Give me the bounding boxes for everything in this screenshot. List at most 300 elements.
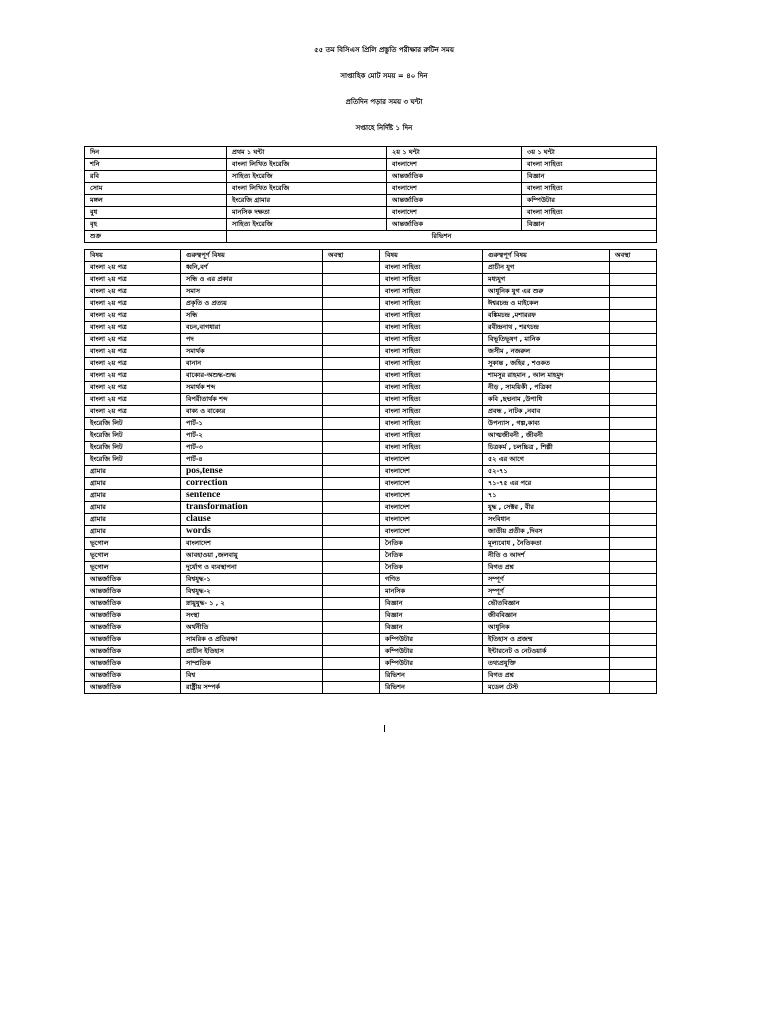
topic-cell: যুদ্ধ , সেক্টর , বীর (483, 502, 610, 514)
topic-cell: বাংলা সাহিত্য (380, 394, 483, 406)
topic-cell: বাংলা ২য় পত্র (85, 346, 181, 358)
topic-cell: ইংরেজি লিট (85, 430, 181, 442)
topic-cell: প্রবন্ধ , নাটক ,নবাব (483, 406, 610, 418)
schedule-cell: মানসিক দক্ষতা (227, 207, 387, 219)
topic-cell: স্নায়ুযুদ্ধ- ১ , ২ (181, 598, 323, 610)
topic-cell (323, 598, 380, 610)
topic-cell: প্রাচীন যুগ (483, 262, 610, 274)
topic-cell (610, 526, 657, 538)
topic-cell (610, 658, 657, 670)
topic-row (85, 466, 657, 478)
topic-cell (610, 454, 657, 466)
topic-cell: কম্পিউটার (380, 634, 483, 646)
topic-cell (610, 310, 657, 322)
topic-cell (610, 682, 657, 694)
topic-cell: sentence (181, 490, 323, 502)
topic-row (85, 358, 657, 370)
topic-cell: বাংলা ২য় পত্র (85, 262, 181, 274)
schedule-header-row (85, 147, 657, 159)
topic-cell: ভৌতবিজ্ঞান (483, 598, 610, 610)
topic-cell: আত্মজীবনী , জীবনী (483, 430, 610, 442)
topic-cell: মূল্যবোধ , নৈতিকতা (483, 538, 610, 550)
heading-daily-hours: প্রতিদিন পড়ার সময় ৩ ঘন্টা (345, 98, 423, 106)
topic-cell: বিভূতিভূষণ , মানিক (483, 334, 610, 346)
topic-row (85, 310, 657, 322)
topic-cell: গ্রামার (85, 514, 181, 526)
topic-row (85, 406, 657, 418)
topic-cell (610, 394, 657, 406)
topic-cell: পদ (181, 334, 323, 346)
topic-cell: নীড় , সাময়িকী , পত্রিকা (483, 382, 610, 394)
topic-cell: বাংলা সাহিত্য (380, 418, 483, 430)
topic-cell (323, 526, 380, 538)
topic-cell (610, 442, 657, 454)
topic-cell: মানসিক (380, 586, 483, 598)
topic-cell: ভূগোল (85, 562, 181, 574)
schedule-cell: শুক্র (85, 231, 227, 243)
topic-cell: বাংলা ২য় পত্র (85, 298, 181, 310)
topic-cell: অর্থনীতি (181, 622, 323, 634)
topic-cell: বাংলা সাহিত্য (380, 358, 483, 370)
topic-row (85, 490, 657, 502)
topic-cell: বাংলাদেশ (380, 502, 483, 514)
topic-cell: তথ্যপ্রযুক্তি (483, 658, 610, 670)
schedule-row (85, 159, 657, 171)
topic-cell: চিত্রকর্ম , চলচ্চিত্র , শিল্পী (483, 442, 610, 454)
text-cursor (384, 725, 385, 732)
column-header: গুরুত্বপূর্ণ বিষয় (483, 250, 610, 262)
topic-cell: বাংলা ২য় পত্র (85, 370, 181, 382)
topic-cell: গ্রামার (85, 526, 181, 538)
topic-cell (610, 502, 657, 514)
column-header: গুরুত্বপূর্ণ বিষয় (181, 250, 323, 262)
topic-cell (323, 550, 380, 562)
topic-cell: আন্তর্জাতিক (85, 646, 181, 658)
topic-cell (610, 478, 657, 490)
topic-cell: বাংলা সাহিত্য (380, 274, 483, 286)
topic-cell (323, 670, 380, 682)
topic-cell: বিজ্ঞান (380, 622, 483, 634)
topic-cell: বাংলা সাহিত্য (380, 334, 483, 346)
topic-cell: মডেল টেস্ট (483, 682, 610, 694)
topic-row (85, 442, 657, 454)
topic-cell (323, 622, 380, 634)
topic-cell: ঈশ্বরচন্দ্র ও মাইকেল (483, 298, 610, 310)
schedule-cell: বৃহ (85, 219, 227, 231)
topic-cell (323, 502, 380, 514)
topic-row (85, 274, 657, 286)
topic-cell: আন্তর্জাতিক (85, 574, 181, 586)
schedule-cell: রবি (85, 171, 227, 183)
topic-cell: ইংরেজি লিট (85, 418, 181, 430)
topic-cell: গ্রামার (85, 478, 181, 490)
heading-weekly-day: সপ্তাহে নির্দিষ্ট ১ দিন (355, 124, 413, 132)
topic-cell: সমার্থক (181, 346, 323, 358)
topic-cell: পার্ট-৪ (181, 454, 323, 466)
topic-cell: রবীন্দ্রনাথ , শরৎচন্দ্র (483, 322, 610, 334)
topic-cell: শামসুর রাহমান , আল মাহমুদ (483, 370, 610, 382)
schedule-cell: আন্তর্জাতিক (387, 195, 522, 207)
topic-cell: বাংলা ২য় পত্র (85, 334, 181, 346)
topic-row (85, 298, 657, 310)
topic-cell (323, 322, 380, 334)
topic-cell: বাংলাদেশ (380, 526, 483, 538)
schedule-cell: শনি (85, 159, 227, 171)
topic-cell: clause (181, 514, 323, 526)
topic-cell: সম্পূর্ণ (483, 586, 610, 598)
topic-cell (323, 454, 380, 466)
topic-cell (610, 334, 657, 346)
topic-cell: বাংলাদেশ (380, 454, 483, 466)
topic-cell: pos,tense (181, 466, 323, 478)
topic-cell (610, 406, 657, 418)
topic-cell: বাংলা সাহিত্য (380, 382, 483, 394)
topic-cell (323, 370, 380, 382)
topic-row (85, 370, 657, 382)
topic-cell (610, 550, 657, 562)
topic-cell: বাংলা সাহিত্য (380, 346, 483, 358)
topic-cell (610, 322, 657, 334)
topic-cell: উপন্যাস , গল্প,কাব্য (483, 418, 610, 430)
topic-cell (610, 622, 657, 634)
topic-cell: গণিত (380, 574, 483, 586)
topic-cell: রাষ্ট্রীয় সম্পর্ক (181, 682, 323, 694)
topic-cell: সমাস (181, 286, 323, 298)
topic-row (85, 598, 657, 610)
topic-row (85, 550, 657, 562)
topic-row (85, 574, 657, 586)
topic-row (85, 514, 657, 526)
topic-cell: নৈতিক (380, 550, 483, 562)
topic-cell: ইন্টারনেট ও নেটওয়ার্ক (483, 646, 610, 658)
topic-cell (323, 538, 380, 550)
topic-cell: বাংলা ২য় পত্র (85, 322, 181, 334)
column-header: বিষয় (380, 250, 483, 262)
topic-cell (323, 514, 380, 526)
schedule-row (85, 207, 657, 219)
topic-row (85, 382, 657, 394)
topic-cell: বিশ্ব (181, 670, 323, 682)
schedule-cell: সাহিত্য ইংরেজি (227, 219, 387, 231)
topic-cell: বাংলা ২য় পত্র (85, 286, 181, 298)
schedule-cell: বাংলাদেশ (387, 183, 522, 195)
topic-cell: সমার্থক শব্দ (181, 382, 323, 394)
topic-cell: মধ্যযুগ (483, 274, 610, 286)
topic-cell: বিশ্বযুদ্ধ-১ (181, 574, 323, 586)
topic-cell (323, 394, 380, 406)
topic-cell: জাতীয় প্রতীক ,দিবস (483, 526, 610, 538)
topic-cell: ইতিহাস ও প্রজন্ম (483, 634, 610, 646)
topic-row (85, 586, 657, 598)
topic-cell (610, 610, 657, 622)
topic-cell: বাংলাদেশ (181, 538, 323, 550)
topic-cell: কম্পিউটার (380, 658, 483, 670)
topic-row (85, 394, 657, 406)
topic-cell (323, 298, 380, 310)
topic-cell (323, 346, 380, 358)
topic-cell: আধুনিক (483, 622, 610, 634)
topic-cell: পার্ট-১ (181, 418, 323, 430)
topic-cell: সাম্প্রতিক (181, 658, 323, 670)
topic-cell (610, 562, 657, 574)
topic-cell: ভূগোল (85, 538, 181, 550)
topic-cell: ইংরেজি লিট (85, 454, 181, 466)
topic-cell: আন্তর্জাতিক (85, 658, 181, 670)
topic-cell (323, 430, 380, 442)
topic-cell (610, 538, 657, 550)
topic-cell: words (181, 526, 323, 538)
schedule-cell: ৩য় ১ ঘন্টা (522, 147, 657, 159)
topic-cell: বাংলাদেশ (380, 478, 483, 490)
topic-cell: গ্রামার (85, 490, 181, 502)
heading-title: ৫৫ তম বিসিএস প্রিলি প্রস্তুতি পরীক্ষার রুটিন সময় (314, 46, 454, 54)
topic-cell (323, 382, 380, 394)
topic-cell: বঙ্কিমচন্দ্র ,মশাররফ (483, 310, 610, 322)
topic-cell (323, 658, 380, 670)
topic-cell (323, 466, 380, 478)
schedule-cell: সাহিত্য ইংরেজি (227, 171, 387, 183)
topic-cell: ভূগোল (85, 550, 181, 562)
topic-cell: আন্তর্জাতিক (85, 622, 181, 634)
topic-cell (610, 298, 657, 310)
topic-cell (610, 358, 657, 370)
schedule-cell: কম্পিউটার (522, 195, 657, 207)
schedule-row (85, 171, 657, 183)
topic-cell: গ্রামার (85, 466, 181, 478)
topic-row (85, 670, 657, 682)
topic-cell: সংবিধান (483, 514, 610, 526)
topic-cell: পার্ট-৩ (181, 442, 323, 454)
topic-cell (610, 586, 657, 598)
topic-cell: আন্তর্জাতিক (85, 670, 181, 682)
weekly-schedule-table (84, 146, 657, 243)
topic-row (85, 334, 657, 346)
topic-cell (323, 310, 380, 322)
topic-row (85, 286, 657, 298)
topic-cell: বাংলা সাহিত্য (380, 298, 483, 310)
topic-cell: বাংলাদেশ (380, 466, 483, 478)
topic-cell: বাংলা সাহিত্য (380, 430, 483, 442)
topic-cell: বিজ্ঞান (380, 610, 483, 622)
topic-cell: ৭১-৭৫ এর পরে (483, 478, 610, 490)
schedule-cell: বুধ (85, 207, 227, 219)
topic-cell: বাংলা সাহিত্য (380, 406, 483, 418)
topic-cell: ৫২ এর আগে (483, 454, 610, 466)
topic-cell: বাংলাদেশ (380, 514, 483, 526)
topic-cell: বাংলা ২য় পত্র (85, 274, 181, 286)
topic-cell: বিপরীতার্থক শব্দ (181, 394, 323, 406)
schedule-cell: ইংরেজি গ্রামার (227, 195, 387, 207)
schedule-cell: প্রথম ১ ঘন্টা (227, 147, 387, 159)
topic-cell: বিগত প্রশ্ন (483, 670, 610, 682)
topic-row (85, 634, 657, 646)
schedule-row-friday (85, 231, 657, 243)
topic-cell: বিগত প্রশ্ন (483, 562, 610, 574)
topic-cell (610, 262, 657, 274)
topic-cell: রিভিশন (380, 670, 483, 682)
topic-cell (610, 274, 657, 286)
topic-cell (610, 514, 657, 526)
topic-cell (610, 598, 657, 610)
topic-cell: ইংরেজি লিট (85, 442, 181, 454)
topic-cell (323, 262, 380, 274)
schedule-cell: বাংলা সাহিত্য (522, 207, 657, 219)
topic-cell: ৭১ (483, 490, 610, 502)
topic-cell: জীববিজ্ঞান (483, 610, 610, 622)
topic-cell: সন্ধি ও এর প্রকার (181, 274, 323, 286)
topic-row (85, 478, 657, 490)
topic-cell: জসীম , নজরুল (483, 346, 610, 358)
topic-cell (323, 334, 380, 346)
topic-cell (323, 274, 380, 286)
topic-cell: ধ্বনি,বর্ণ (181, 262, 323, 274)
topic-cell (323, 442, 380, 454)
topic-cell: বাংলা সাহিত্য (380, 322, 483, 334)
schedule-cell: বাংলাদেশ (387, 159, 522, 171)
topic-row (85, 622, 657, 634)
topic-cell: বাংলা ২য় পত্র (85, 310, 181, 322)
topic-cell: নৈতিক (380, 562, 483, 574)
topic-cell: কম্পিউটার (380, 646, 483, 658)
topic-cell: বিশ্বযুদ্ধ-২ (181, 586, 323, 598)
topic-row (85, 418, 657, 430)
topic-row (85, 526, 657, 538)
topic-cell: বাংলা সাহিত্য (380, 286, 483, 298)
schedule-cell: ২য় ১ ঘন্টা (387, 147, 522, 159)
schedule-cell: সোম (85, 183, 227, 195)
topic-cell (323, 634, 380, 646)
topic-cell: correction (181, 478, 323, 490)
topic-row (85, 346, 657, 358)
column-header: বিষয় (85, 250, 181, 262)
topic-cell: বাংলা সাহিত্য (380, 310, 483, 322)
topic-cell: বিজ্ঞান (380, 598, 483, 610)
schedule-row (85, 195, 657, 207)
topic-row (85, 454, 657, 466)
topic-cell: আন্তর্জাতিক (85, 682, 181, 694)
topic-cell (610, 286, 657, 298)
schedule-cell: বাংলা সাহিত্য (522, 159, 657, 171)
topic-cell: প্রাচীন ইতিহাস (181, 646, 323, 658)
topic-cell (610, 430, 657, 442)
topic-row (85, 538, 657, 550)
schedule-cell: বাংলাদেশ (387, 207, 522, 219)
topic-cell (323, 682, 380, 694)
topic-cell: প্রকৃতি ও প্রত্যয় (181, 298, 323, 310)
topic-row (85, 610, 657, 622)
topic-cell (323, 406, 380, 418)
topic-cell (610, 370, 657, 382)
topic-cell: গ্রামার (85, 502, 181, 514)
topic-row (85, 322, 657, 334)
topic-cell: নৈতিক (380, 538, 483, 550)
topics-header-row (85, 250, 657, 262)
topic-cell (323, 562, 380, 574)
topic-cell: আবহাওয়া ,জলবায়ু (181, 550, 323, 562)
topic-cell (323, 586, 380, 598)
topic-cell (610, 490, 657, 502)
topic-cell: বাক্যের-অশুদ্ধ-শুদ্ধ (181, 370, 323, 382)
topic-row (85, 682, 657, 694)
topic-cell: বাংলা সাহিত্য (380, 262, 483, 274)
topic-cell (610, 382, 657, 394)
topic-cell: বাংলা ২য় পত্র (85, 382, 181, 394)
topic-cell: পার্ট-২ (181, 430, 323, 442)
topic-cell: আন্তর্জাতিক (85, 634, 181, 646)
topic-cell (323, 478, 380, 490)
schedule-cell: বিজ্ঞান (522, 171, 657, 183)
topic-cell: বাংলা সাহিত্য (380, 370, 483, 382)
topic-cell: আন্তর্জাতিক (85, 610, 181, 622)
schedule-row (85, 183, 657, 195)
topic-cell: বাংলা ২য় পত্র (85, 406, 181, 418)
topic-cell: রিভিশন (380, 682, 483, 694)
topic-row (85, 646, 657, 658)
schedule-cell: বাংলা সাহিত্য (522, 183, 657, 195)
topic-cell: কবি ,ছদ্মনাম ,উপাধি (483, 394, 610, 406)
topic-cell (610, 466, 657, 478)
heading-total-days: সাপ্তাহিক মোট সময় = ৪০ দিন (340, 72, 428, 80)
topic-cell (610, 646, 657, 658)
column-header: অবস্থা (323, 250, 380, 262)
topic-cell (323, 286, 380, 298)
topic-cell (610, 346, 657, 358)
topic-cell: সুকান্ত , জহির , শওকত (483, 358, 610, 370)
topic-cell: সামরিক ও প্রতিরক্ষা (181, 634, 323, 646)
schedule-cell: আন্তর্জাতিক (387, 219, 522, 231)
topic-cell: আধুনিক যুগ এর শুরু (483, 286, 610, 298)
topic-cell (323, 418, 380, 430)
topic-cell: সম্পূর্ণ (483, 574, 610, 586)
topic-cell (610, 418, 657, 430)
topic-cell: সন্ধি (181, 310, 323, 322)
topic-cell (323, 358, 380, 370)
schedule-cell: দিন (85, 147, 227, 159)
topic-cell: বাংলা ২য় পত্র (85, 358, 181, 370)
schedule-cell: মঙ্গল (85, 195, 227, 207)
topic-cell: দুর্যোগ ও ব্যবস্থাপনা (181, 562, 323, 574)
topic-cell (610, 574, 657, 586)
topic-cell: বাক্য ও বাক্যের (181, 406, 323, 418)
topic-cell: বাংলাদেশ (380, 490, 483, 502)
topic-cell (323, 574, 380, 586)
topic-row (85, 658, 657, 670)
topics-table (84, 249, 657, 694)
topic-row (85, 562, 657, 574)
topic-row (85, 502, 657, 514)
schedule-row (85, 219, 657, 231)
topic-cell: আন্তর্জাতিক (85, 598, 181, 610)
topic-cell: বাংলা ২য় পত্র (85, 394, 181, 406)
topic-row (85, 262, 657, 274)
topic-cell: নীতি ও আদর্শ (483, 550, 610, 562)
topic-cell (610, 670, 657, 682)
topic-cell: বাংলা সাহিত্য (380, 442, 483, 454)
column-header: অবস্থা (610, 250, 657, 262)
topic-row (85, 430, 657, 442)
schedule-cell: আন্তর্জাতিক (387, 171, 522, 183)
topic-cell: transformation (181, 502, 323, 514)
schedule-cell: বাংলা লিখিত ইংরেজি (227, 183, 387, 195)
schedule-cell: বাংলা লিখিত ইংরেজি (227, 159, 387, 171)
schedule-cell: বিজ্ঞান (522, 219, 657, 231)
topic-cell (323, 490, 380, 502)
topic-cell (323, 610, 380, 622)
topic-cell (610, 634, 657, 646)
topic-cell: আন্তর্জাতিক (85, 586, 181, 598)
revision-cell: রিভিশন (227, 231, 657, 243)
topic-cell: ৫২-৭১ (483, 466, 610, 478)
